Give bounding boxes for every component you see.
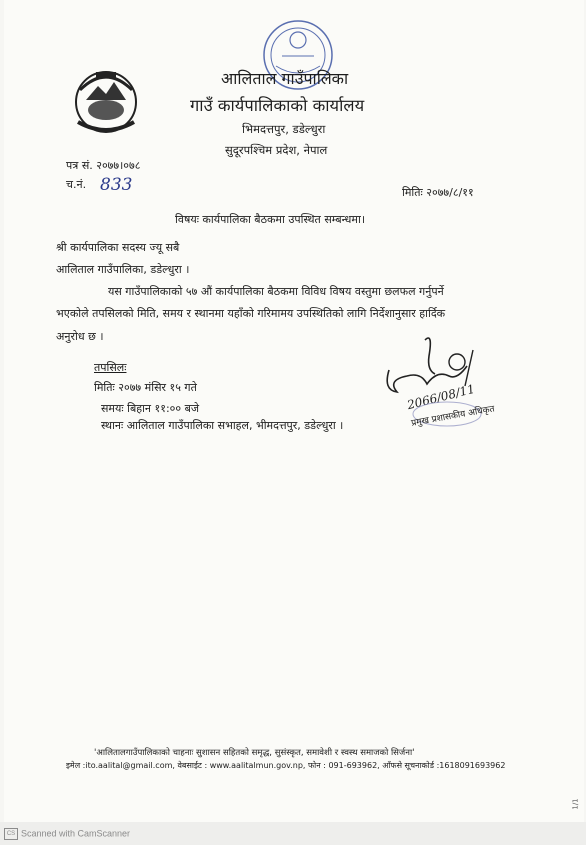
details-date: मितिः २०७७ मंसिर १५ गते [94, 381, 197, 394]
letter-date: मितिः २०७७/८/११ [402, 186, 474, 199]
office-place: भिमदत्तपुर, डडेल्धुरा [242, 122, 326, 136]
body-line-2: भएकोले तपसिलको मिति, समय र स्थानमा यहाँको गरिमामय उपस्थितिको लागि निर्देशानुसार हार्दिक [56, 307, 446, 320]
dispatch-number: 833 [100, 175, 133, 195]
footer-contact: इमेल :ito.aalital@gmail.com, वेबसाईट : www.aalitalmun.gov.np, फोन : 091-693962, आँफसे सूचनाकोर्ड :1618091693962 [66, 761, 506, 770]
footer-slogan: 'आलितालगाउँपालिकाको चाहनाः सुशासन सहितको समृद्ध, सुसंस्कृत, समावेशी र स्वस्थ समाजको सिर्जना' [94, 748, 415, 758]
recipient-line-2: आलिताल गाउँपालिका, डडेल्धुरा । [56, 263, 190, 276]
letter-paper [4, 0, 584, 822]
svg-text:2066/08/11: 2066/08/11 [405, 381, 477, 413]
scanner-watermark: CS Scanned with CamScanner [4, 828, 130, 840]
body-line-1: यस गाउँपालिकाको ५७ औं कार्यपालिका बैठकमा विविध विषय वस्तुमा छलफल गर्नुपर्ने [108, 285, 444, 298]
recipient-line-1: श्री कार्यपालिका सदस्य ज्यू सबै [56, 241, 180, 254]
page-mark: 1/1 [571, 798, 580, 810]
details-venue: स्थानः आलिताल गाउँपालिका सभाहल, भीमदत्तपुर, डडेल्धुरा । [101, 419, 344, 432]
details-heading: तपसिलः [94, 361, 127, 374]
body-line-3: अनुरोध छ । [56, 330, 104, 343]
municipality-name: आलिताल गाउँपालिका [221, 69, 349, 88]
dispatch-label: च.नं. [66, 178, 87, 191]
camscanner-icon: CS [4, 828, 18, 840]
letter-number: पत्र सं. २०७७।०७८ [66, 159, 141, 172]
nepal-emblem-icon [66, 60, 146, 140]
province-name: सुदूरपश्चिम प्रदेश, नेपाल [225, 143, 328, 157]
office-name: गाउँ कार्यपालिकाको कार्यालय [190, 96, 365, 115]
subject-line: विषयः कार्यपालिका बैठकमा उपस्थित सम्बन्धमा। [175, 213, 366, 226]
details-time: समयः बिहान ११:०० बजे [101, 402, 200, 415]
signature-title: प्रमुख प्रशासकीय अधिकृत [410, 404, 496, 429]
